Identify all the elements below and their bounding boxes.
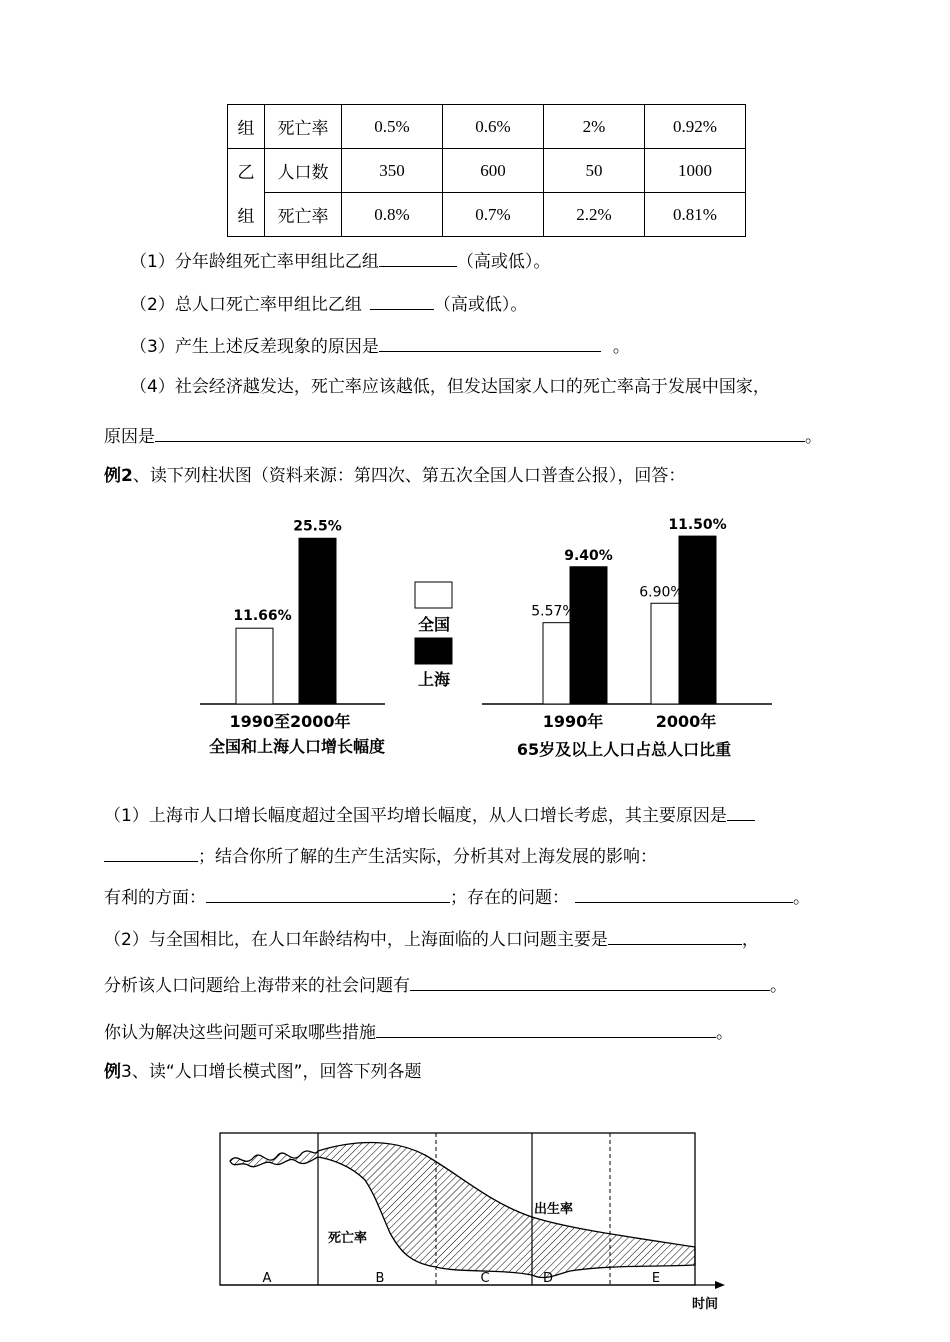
chart-title: 全国和上海人口增长幅度 [208, 737, 386, 756]
example-2-q1-line1 [104, 802, 755, 827]
answer-blank[interactable] [370, 291, 434, 310]
table-cell: 1000 [645, 149, 746, 193]
elderly-chart [482, 517, 772, 759]
table-cell-group: 乙 [228, 149, 265, 193]
stage-label: C [480, 1271, 490, 1286]
table-cell: 0.8% [342, 193, 443, 237]
bar-charts [0, 500, 950, 770]
question-4-answer [104, 423, 822, 448]
question-text: 。 [793, 888, 810, 908]
question-text: 。 [612, 337, 630, 357]
bar-shanghai-1990 [570, 567, 607, 704]
table-cell: 0.81% [645, 193, 746, 237]
death-rate-label: 死亡率 [328, 1231, 368, 1246]
data-label: 5.57% [531, 603, 576, 620]
stage-label: B [375, 1271, 385, 1286]
table-cell-label: 死亡率 [265, 105, 342, 149]
question-text: 分析该人口问题给上海带来的社会问题有 [104, 976, 410, 996]
question-text: ；结合你所了解的生产生活实际，分析其对上海发展的影响： [198, 847, 657, 867]
question-text: （2）与全国相比，在人口年龄结构中，上海面临的人口问题主要是 [104, 930, 608, 950]
example-text: 、读下列柱状图（资料来源：第四次、第五次全国人口普查公报），回答： [132, 466, 686, 486]
table-cell: 600 [443, 149, 544, 193]
example-text: 、读“人口增长模式图”，回答下列各题 [131, 1062, 422, 1082]
answer-blank[interactable] [379, 248, 457, 267]
answer-blank[interactable] [410, 972, 770, 991]
growth-chart [200, 518, 385, 756]
question-1 [130, 248, 550, 273]
stage-label: D [542, 1271, 554, 1286]
chart-title: 65岁及以上人口占总人口比重 [516, 740, 732, 759]
question-text: （2）总人口死亡率甲组比乙组 [130, 295, 362, 315]
table-cell: 350 [342, 149, 443, 193]
data-label: 11.50% [668, 517, 727, 534]
population-growth-model [210, 1125, 740, 1315]
question-2 [130, 291, 527, 316]
example-number: 2 [121, 466, 133, 486]
example-2-q1-line2 [104, 843, 657, 868]
answer-blank[interactable] [379, 333, 601, 352]
legend-label: 全国 [417, 615, 451, 634]
answer-blank[interactable] [608, 926, 742, 945]
table-cell-label: 死亡率 [265, 193, 342, 237]
question-text: （高或低）。 [456, 252, 551, 272]
table-cell: 0.92% [645, 105, 746, 149]
question-text: 。 [770, 976, 787, 996]
question-text: 。 [716, 1023, 733, 1043]
example-2-q1-line3 [104, 884, 810, 909]
question-text: （1）上海市人口增长幅度超过全国平均增长幅度，从人口增长考虑，其主要原因是 [104, 806, 727, 826]
question-text: ；存在的问题： [450, 888, 569, 908]
data-label: 25.5% [293, 518, 342, 535]
answer-blank[interactable] [376, 1019, 716, 1038]
mortality-table [227, 104, 746, 237]
table-row [228, 193, 746, 237]
category-label: 2000年 [655, 712, 717, 731]
time-axis-arrow-icon [715, 1281, 725, 1289]
question-text: （1）分年龄组死亡率甲组比乙组 [130, 252, 379, 272]
example-label: 例 [104, 1062, 121, 1082]
table-cell-group: 组 [228, 193, 265, 237]
table-row [228, 149, 746, 193]
bar-shanghai-2000 [679, 536, 716, 704]
question-3 [130, 333, 630, 358]
answer-blank[interactable] [155, 423, 805, 442]
answer-blank[interactable] [575, 884, 793, 903]
question-text: （高或低）。 [433, 295, 528, 315]
example-2-q2-line3 [104, 1019, 733, 1044]
table-cell: 50 [544, 149, 645, 193]
table-row [228, 105, 746, 149]
answer-blank[interactable] [104, 843, 198, 862]
question-text: 原因是 [104, 427, 155, 447]
example-2-heading [104, 465, 685, 487]
stage-label: E [651, 1271, 661, 1286]
question-text: 。 [805, 427, 822, 447]
example-3-heading [104, 1061, 421, 1083]
data-label: 11.66% [233, 608, 292, 625]
table-cell: 2.2% [544, 193, 645, 237]
table-cell: 0.7% [443, 193, 544, 237]
table-cell-label: 人口数 [265, 149, 342, 193]
legend-swatch-shanghai [415, 638, 452, 664]
question-4: （4）社会经济越发达，死亡率应该越低，但发达国家人口的死亡率高于发展中国家， [130, 377, 770, 397]
legend [415, 582, 452, 689]
bar-national [236, 628, 273, 704]
legend-label: 上海 [417, 670, 451, 689]
data-label: 9.40% [564, 547, 613, 564]
example-2-q2-line2 [104, 972, 787, 997]
table-cell-group: 组 [228, 105, 265, 149]
example-number: 3 [121, 1062, 132, 1082]
x-axis-label: 时间 [691, 1297, 719, 1312]
bar-shanghai [299, 538, 336, 704]
answer-blank[interactable] [206, 884, 450, 903]
table-cell: 2% [544, 105, 645, 149]
table-cell: 0.5% [342, 105, 443, 149]
stage-label: A [262, 1271, 272, 1286]
table-cell: 0.6% [443, 105, 544, 149]
answer-blank[interactable] [727, 802, 755, 821]
birth-death-gap-area [230, 1143, 695, 1278]
question-text: 你认为解决这些问题可采取哪些措施 [104, 1023, 376, 1043]
legend-swatch-national [415, 582, 452, 608]
data-label: 6.90% [639, 584, 684, 601]
question-text: （3）产生上述反差现象的原因是 [130, 337, 379, 357]
birth-rate-label: 出生率 [534, 1202, 574, 1217]
category-label: 1990年 [542, 712, 604, 731]
example-label: 例 [104, 466, 121, 486]
category-label: 1990至2000年 [229, 712, 351, 731]
question-text: ， [741, 930, 759, 950]
question-text: 有利的方面： [104, 888, 206, 908]
example-2-q2-line1 [104, 926, 759, 951]
